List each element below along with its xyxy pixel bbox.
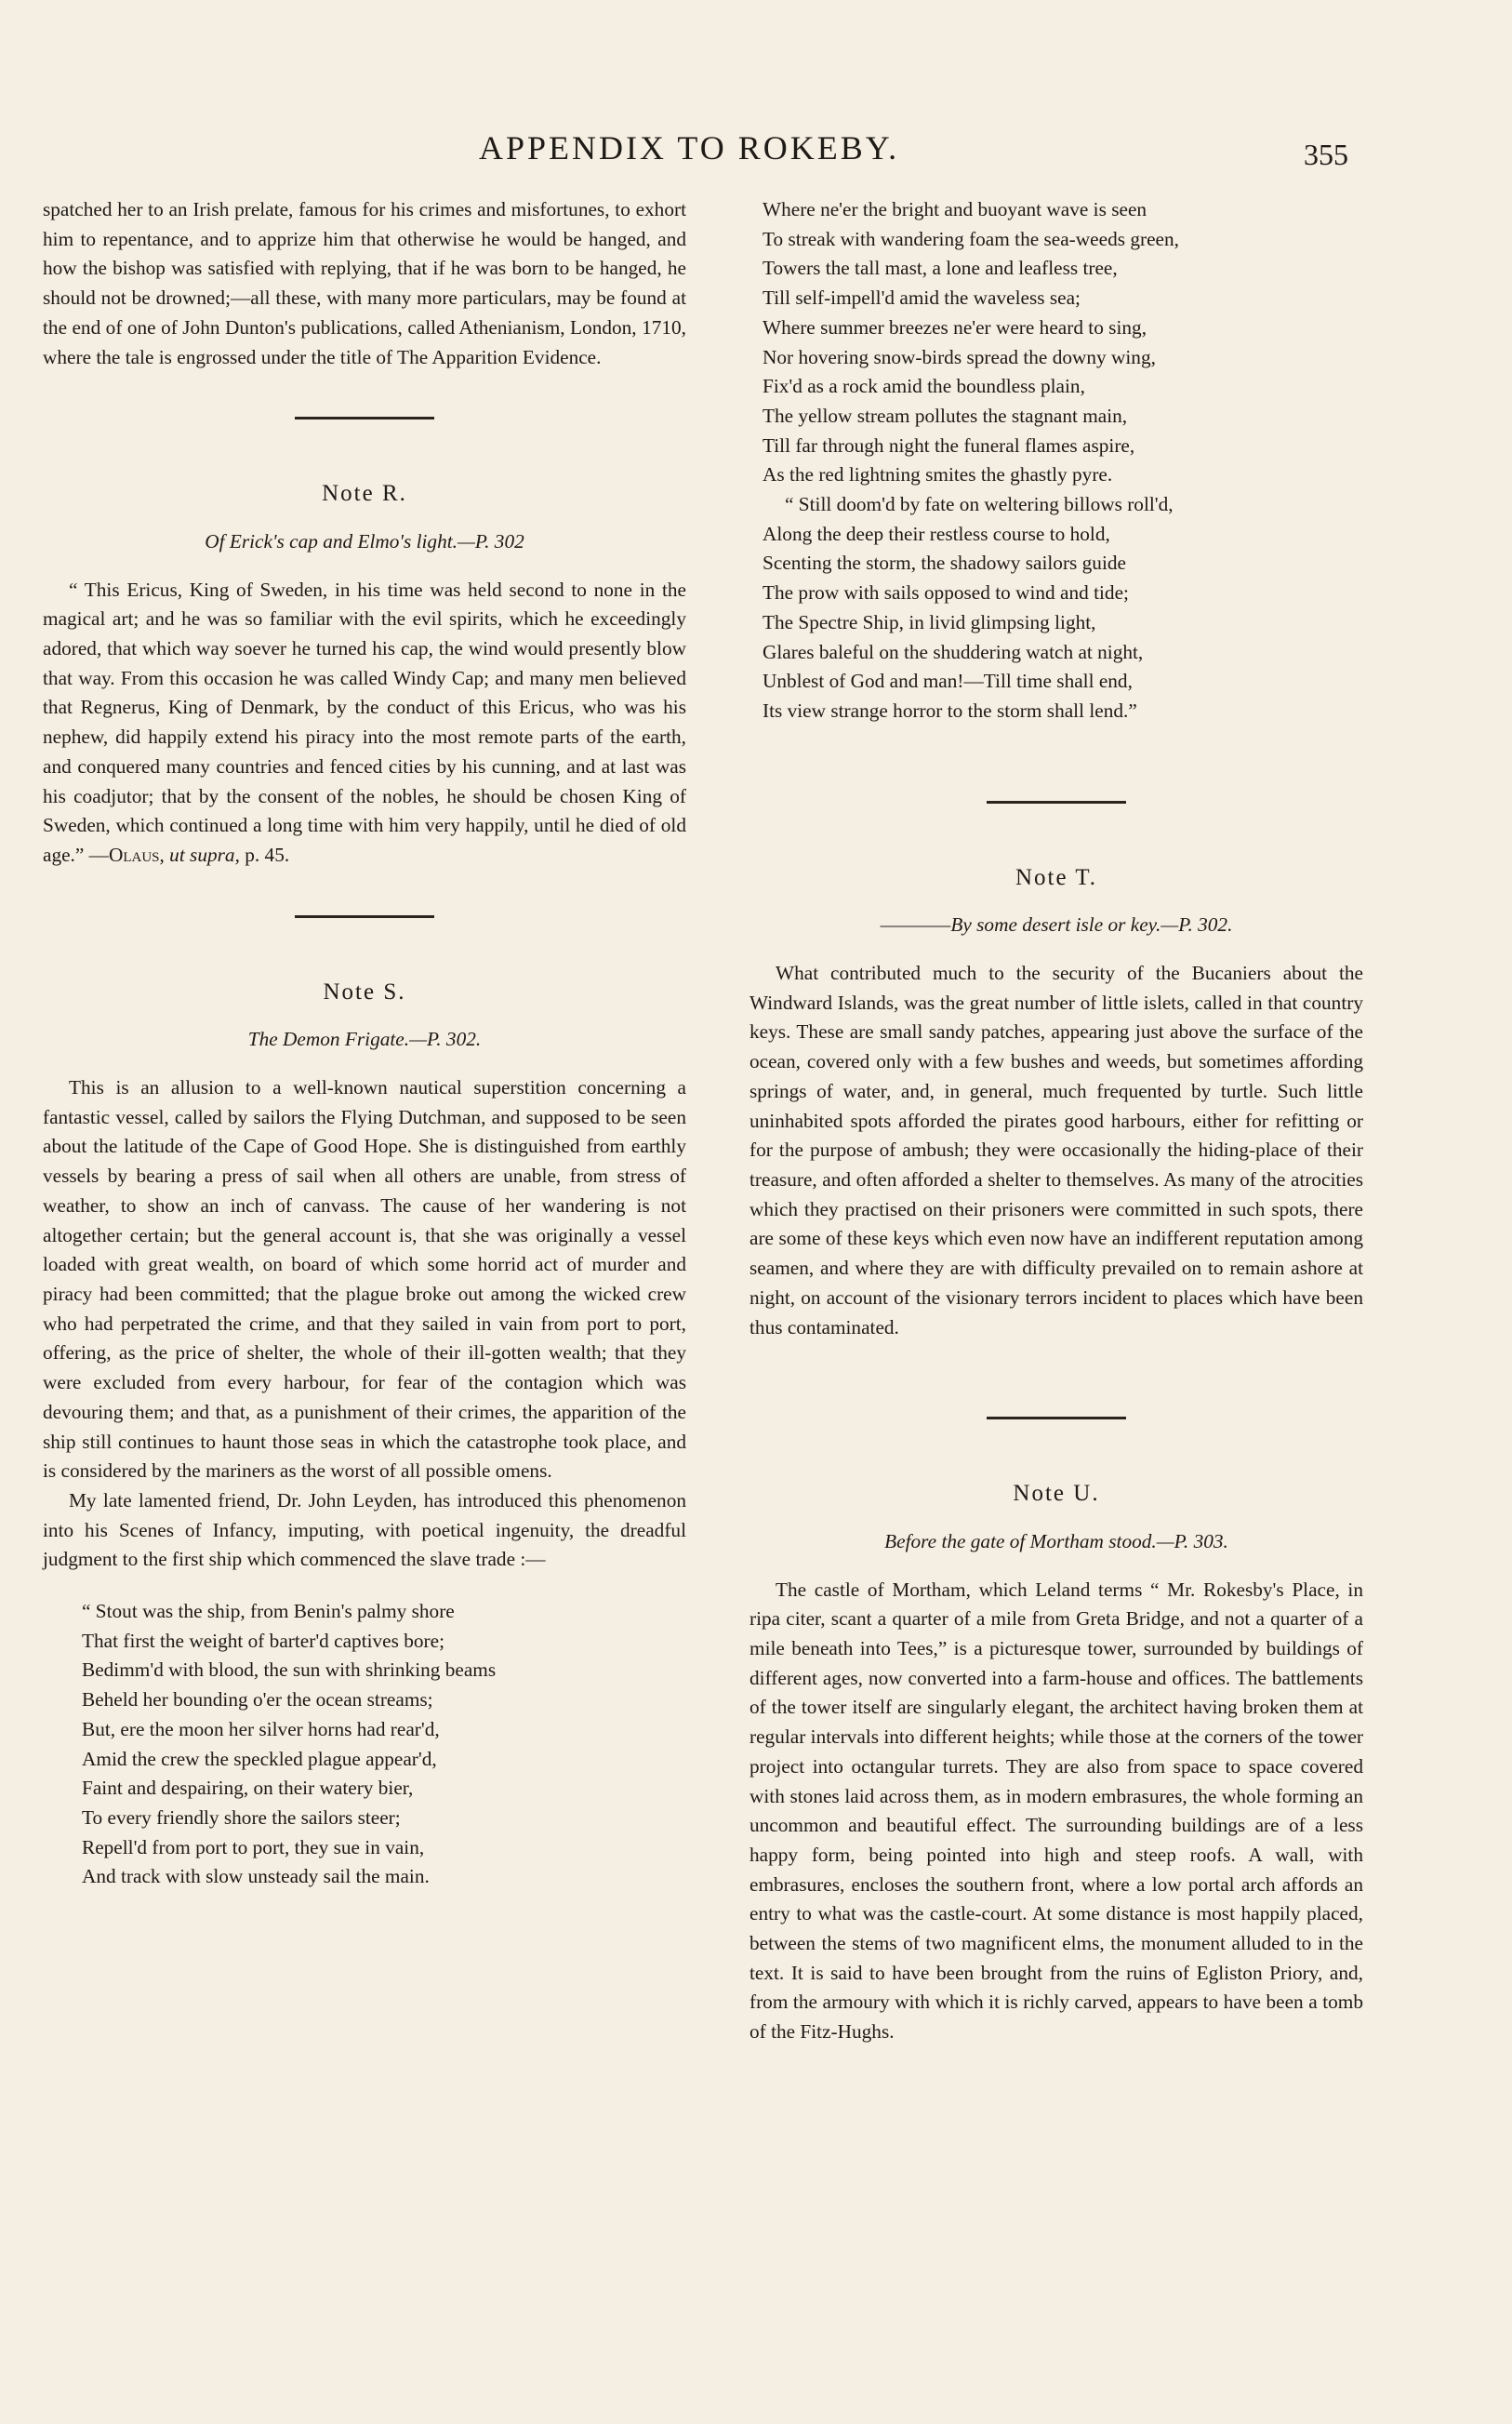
page-header <box>0 128 1512 175</box>
verse-line: Beheld her bounding o'er the ocean streams; <box>82 1688 433 1711</box>
note-s-title: Note S. <box>323 979 406 1005</box>
note-s-paragraph-1: This is an allusion to a well-known nautical superstition concerning a fantastic vessel, called by sailors the Flying Dutchman, and supposed to be seen about the latitude of the Cape of Good Hope. She is distinguished from earthly vessels by bearing a press of sail when all others are unable, from stress of weather, to show an inch of canvass. The cause of her wandering is not altogether certain; but the general account is, that she was originally a vessel loaded with great wealth, on board of which some horrid act of murder and piracy had been committed; that the plague broke out among the wicked crew who had perpetrated the crime, and that they sailed in vain from port to port, offering, as the price of shelter, the whole of their ill-gotten wealth; that they were excluded from every harbour, for fear of the contagion which was devouring them; and that, as a punishment of their crimes, the apparition of the ship still continues to haunt those seas in which the catastrophe took place, and is considered by the mariners as the worst of all possible omens. <box>43 1076 686 1483</box>
verse-line: And track with slow unsteady sail the main. <box>82 1865 430 1888</box>
note-r-citation-page: p. 45. <box>245 843 290 866</box>
verse-line: Where summer breezes ne'er were heard to sing, <box>763 315 1147 339</box>
verse-line: Scenting the storm, the shadowy sailors guide <box>763 552 1126 575</box>
verse-line: Towers the tall mast, a lone and leafless tree, <box>763 257 1118 280</box>
note-r-body: “ This Ericus, King of Sweden, in his time was held second to none in the magical art; and he was so familiar with the evil spirits, which he exceedingly adored, that which way soever he turned his cap, the wind would presently blow that way. From this occasion he was called Windy Cap; and many men believed that Regnerus, King of Denmark, by the conduct of this Ericus, who was his nephew, did happily extend his piracy into the most remote parts of the earth, and conquered many countries and fenced cities by his cunning, and at last was his coadjutor; that by the consent of the nobles, he should be chosen King of Sweden, which continued a long time with him very happily, until he died of old age.” —Olaus, ut supra, p. 45. <box>43 578 686 866</box>
note-u-subtitle: Before the gate of Mortham stood.—P. 303. <box>884 1529 1228 1552</box>
note-t-title: Note T. <box>1015 864 1098 890</box>
verse-line: Glares baleful on the shuddering watch at night, <box>763 640 1144 663</box>
verse-line: Fix'd as a rock amid the boundless plain, <box>763 375 1085 398</box>
verse-line: Bedimm'd with blood, the sun with shrinking beams <box>82 1658 497 1682</box>
note-t-subtitle: ————By some desert isle or key.—P. 302. <box>880 913 1233 937</box>
verse-line: “ Still doom'd by fate on weltering billows roll'd, <box>785 493 1174 516</box>
verse-line: Faint and despairing, on their watery bier, <box>82 1777 414 1800</box>
verse-line: Where ne'er the bright and buoyant wave is seen <box>763 198 1147 220</box>
note-r-subtitle: Of Erick's cap and Elmo's light.—P. 302 <box>205 529 524 553</box>
verse-line: The prow with sails opposed to wind and tide; <box>763 581 1129 605</box>
verse-line: “ Stout was the ship, from Benin's palmy shore <box>82 1600 455 1623</box>
left-column <box>43 195 686 1892</box>
intro-paragraph: spatched her to an Irish prelate, famous for his crimes and misfortunes, to exhort him to repentance, and to apprize him that otherwise he would be hanged, and how the bishop was satisfied with replying, that if he was born to be hanged, he should not be drowned;—all these, with many more particulars, may be found at the end of one of John Dunton's publications, called Athenianism, London, 1710, where the tale is engrossed under the title of The Apparition Evidence. <box>43 198 686 368</box>
verse-line: Amid the crew the speckled plague appear'd, <box>82 1747 437 1770</box>
verse-line: Till far through night the funeral flames aspire, <box>763 433 1135 457</box>
note-r-citation-ref: ut supra, <box>169 843 240 866</box>
page-number: 355 <box>1304 138 1348 171</box>
note-t-body: What contributed much to the security of the Bucaniers about the Windward Islands, was the great number of little islets, called in that country keys. These are small sandy patches, appearing just above the surface of the ocean, covered only with a few bushes and weeds, but sometimes affording springs of water, and, in general, much frequented by turtle. Such little uninhabited spots afforded the pirates good harbours, either for refitting or for the purpose of ambush; they were occasionally the hiding-place of their treasure, and often afforded a shelter to themselves. As many of the atrocities which they practised on their prisoners were committed in such spots, there are some of these keys which even now have an indifferent reputation among seamen, and where they are with difficulty prevailed on to remain ashore at night, on account of the visionary terrors incident to places which have been thus contaminated. <box>749 962 1363 1339</box>
verse-line: To every friendly shore the sailors steer; <box>82 1805 401 1829</box>
verse-line: Its view strange horror to the storm shall lend.” <box>763 699 1137 722</box>
verse-line: But, ere the moon her silver horns had rear'd, <box>82 1717 440 1740</box>
right-column <box>749 195 1363 2047</box>
verse-line: The yellow stream pollutes the stagnant main, <box>763 404 1128 427</box>
note-r-citation-author: —Olaus, <box>88 843 165 866</box>
verse-line: That first the weight of barter'd captives bore; <box>82 1629 444 1652</box>
verse-line: Nor hovering snow-birds spread the downy wing, <box>763 345 1156 368</box>
note-s-subtitle: The Demon Frigate.—P. 302. <box>247 1028 482 1051</box>
leyden-verse-part-1 <box>43 1597 686 1892</box>
note-s-paragraph-2: My late lamented friend, Dr. John Leyden, has introduced this phenomenon into his Scenes of Infancy, imputing, with poetical ingenuity, the dreadful judgment to the first ship which commenced the slave trade :— <box>43 1488 686 1571</box>
verse-line: As the red lightning smites the ghastly pyre. <box>763 463 1113 486</box>
note-r-title: Note R. <box>322 481 407 507</box>
running-title: APPENDIX TO ROKEBY. <box>479 129 900 166</box>
verse-line: Along the deep their restless course to hold, <box>763 522 1110 545</box>
verse-line: Unblest of God and man!—Till time shall end, <box>763 670 1133 693</box>
verse-line: The Spectre Ship, in livid glimpsing light, <box>763 610 1096 633</box>
verse-line: Repell'd from port to port, they sue in vain, <box>82 1835 425 1858</box>
note-u-title: Note U. <box>1013 1481 1100 1507</box>
note-u-body: The castle of Mortham, which Leland terms “ Mr. Rokesby's Place, in ripa citer, scant a quarter of a mile from Greta Bridge, and not a quarter of a mile beneath into Tees,” is a picturesque tower, surrounded by buildings of different ages, now converted into a farm-house and offices. The battlements of the tower itself are singularly elegant, the architect having broken them at regular intervals into different heights; while those at the corners of the tower project into octangular turrets. They are also from space to space covered with stones laid across them, as in modern embrasures, the whole forming an uncommon and beautiful effect. The surrounding buildings are of a less happy form, being pointed into high and steep roofs. A wall, with embrasures, encloses the southern front, where a low portal arch affords an entry to what was the castle-court. At some distance is most happily placed, between the stems of two magnificent elms, the monument alluded to in the text. It is said to have been brought from the ruins of Egliston Priory, and, from the armoury with which it is richly carved, appears to have been a tomb of the Fitz-Hughs. <box>749 1578 1363 2044</box>
leyden-verse-part-2 <box>749 195 1363 726</box>
verse-line: To streak with wandering foam the sea-weeds green, <box>763 227 1179 250</box>
verse-line: Till self-impell'd amid the waveless sea; <box>763 286 1081 310</box>
